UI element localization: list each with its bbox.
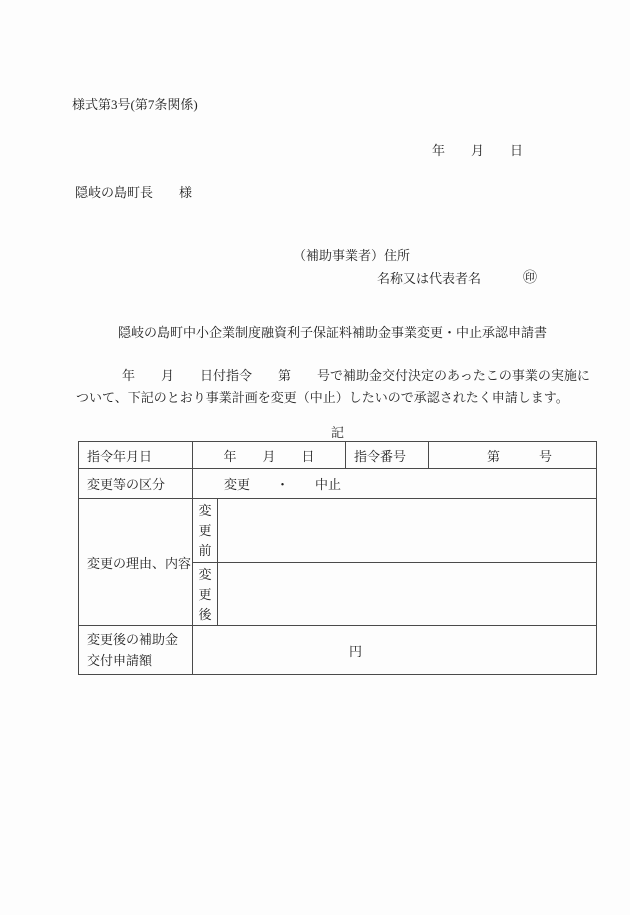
form-number: 様式第3号(第7条関係): [72, 97, 198, 112]
subsidy-amount-unit: 円: [348, 643, 362, 659]
subsidy-amount-label-line2: 交付申請額: [87, 653, 153, 668]
table-row-subsidy-amount: [79, 626, 596, 674]
applicant-name-label: 名称又は代表者名: [377, 271, 482, 286]
application-table: [78, 441, 597, 675]
before-change-subrow: [193, 499, 596, 563]
directive-date-value: 年 月 日: [193, 442, 346, 468]
change-category-value: 変更 ・ 中止: [224, 477, 342, 492]
body-line-2: ついて、下記のとおり事業計画を変更（中止）したいので承認されたく申請します。: [76, 390, 569, 405]
table-row-directive-date: [79, 442, 596, 469]
change-reason-detail: [193, 499, 596, 625]
table-row-change-reason: [79, 499, 596, 626]
seal-mark-icon: ㊞: [523, 271, 537, 286]
change-reason-label: 変更の理由、内容: [79, 499, 193, 625]
table-row-change-category: [79, 469, 596, 499]
note-heading: 記: [330, 425, 344, 440]
applicant-address-line: （補助事業者）住所: [293, 248, 411, 263]
document-title: 隠岐の島町中小企業制度融資利子保証料補助金事業変更・中止承認申請書: [118, 325, 548, 340]
after-change-label: 変更後: [193, 563, 218, 626]
after-change-content-cell: [218, 563, 596, 626]
subsidy-amount-label-line1: 変更後の補助金: [87, 632, 179, 647]
directive-date-label: 指令年月日: [79, 442, 193, 468]
subsidy-amount-label: [79, 626, 193, 674]
directive-number-value: 第 号: [486, 448, 552, 464]
date-line: 年 月 日: [432, 143, 524, 158]
change-category-label: 変更等の区分: [79, 469, 193, 498]
after-change-subrow: [193, 563, 596, 626]
addressee: 隠岐の島町長 様: [75, 185, 193, 200]
directive-number-label: 指令番号: [346, 442, 429, 468]
before-change-label: 変更前: [193, 499, 218, 562]
before-change-content-cell: [218, 499, 596, 562]
body-line-1: 年 月 日付指令 第 号で補助金交付決定のあったこの事業の実施に: [122, 368, 590, 383]
